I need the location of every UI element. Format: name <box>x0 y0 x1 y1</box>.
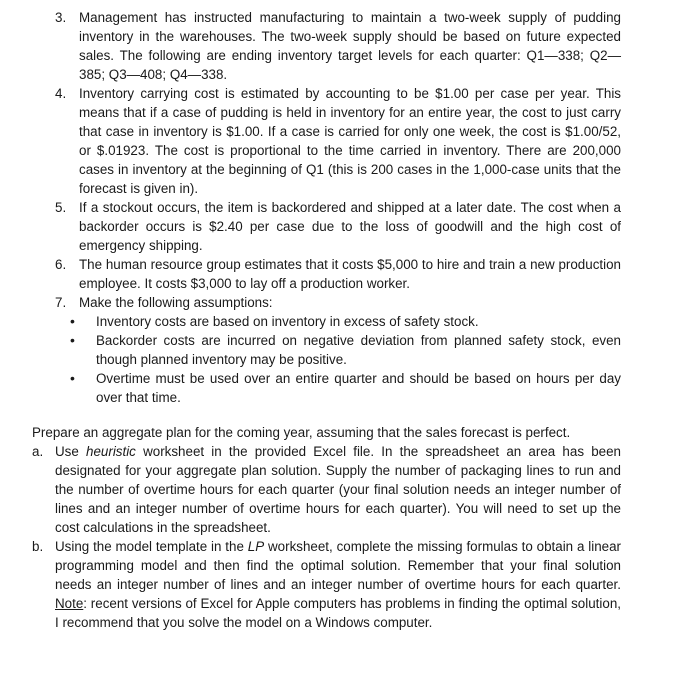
part-b-italic: LP <box>247 539 265 554</box>
part-a-italic: heuristic <box>86 444 136 459</box>
assumption-item <box>0 331 673 369</box>
list-item-3 <box>0 8 673 84</box>
list-item-7 <box>0 293 673 312</box>
list-item-4 <box>0 84 673 198</box>
item-number: 5. <box>55 200 67 215</box>
part-a-text-post: worksheet in the provided Excel file. In the spreadsheet an area has been designated for your aggregate plan solution. Supply the number of packaging lines to run and the number of overtime hours for each quarter (your final solution needs an integer number of lines and an integer number of overtime hours for each quarter). You will need to set up the cost calculations in the spreadsheet. <box>55 444 621 535</box>
item-text: Make the following assumptions: <box>79 295 273 310</box>
assumption-text: Inventory costs are based on inventory in excess of safety stock. <box>96 314 479 329</box>
item-text: If a stockout occurs, the item is backordered and shipped at a later date. The cost when a backorder occurs is $2.40 per case due to the loss of goodwill and the high cost of emergency shipping. <box>79 200 621 253</box>
item-number: 6. <box>55 257 67 272</box>
note-label: Note <box>55 596 84 611</box>
item-text: The human resource group estimates that it costs $5,000 to hire and train a new production employee. It costs $3,000 to lay off a production worker. <box>79 257 621 291</box>
note-text: : recent versions of Excel for Apple computers has problems in finding the optimal solution, I recommend that you solve the model on a Windows computer. <box>55 596 621 630</box>
bullet-icon: • <box>70 370 75 386</box>
assumption-text: Overtime must be used over an entire quarter and should be based on hours per day over that time. <box>96 371 621 405</box>
item-text: Management has instructed manufacturing to maintain a two-week supply of pudding inventory in the warehouses. The two-week supply should be based on future expected sales. The following are ending inventory target levels for each quarter: Q1—338; Q2—385; Q3—408; Q4—338. <box>79 10 621 82</box>
item-number: 3. <box>55 10 67 25</box>
assumption-item <box>0 312 673 331</box>
task-intro: Prepare an aggregate plan for the coming year, assuming that the sales forecast is perfect. <box>32 425 571 440</box>
list-item-5 <box>0 198 673 255</box>
item-number: 4. <box>55 86 67 101</box>
bullet-icon: • <box>70 313 75 329</box>
list-item-6 <box>0 255 673 293</box>
assumption-item <box>0 369 673 407</box>
assumption-text: Backorder costs are incurred on negative deviation from planned safety stock, even though planned inventory may be positive. <box>96 333 621 367</box>
part-a <box>0 442 673 537</box>
document-page <box>0 8 673 632</box>
part-b <box>0 537 673 632</box>
bullet-icon: • <box>70 332 75 348</box>
part-a-text-pre: Use <box>55 444 87 459</box>
item-text: Inventory carrying cost is estimated by accounting to be $1.00 per case per year. This means that if a case of pudding is held in inventory for an entire year, the cost to just carry that case in inventory is $1.00. If a case is carried for only one week, the cost is $1.00/52, or $.01923. The cost is proportional to the time carried in inventory. There are 200,000 cases in inventory at the beginning of Q1 (this is 200 cases in the 1,000-case units that the forecast is given in). <box>79 86 621 196</box>
part-letter: b. <box>32 539 44 554</box>
part-b-text-post: worksheet, complete the missing formulas to obtain a linear programming model and then find the optimal solution. Remember that your final solution needs an integer number of lines and an integer number of overtime hours for each quarter. <box>55 539 621 592</box>
item-number: 7. <box>55 295 67 310</box>
part-letter: a. <box>32 444 44 459</box>
part-b-text-pre: Using the model template in the <box>55 539 248 554</box>
